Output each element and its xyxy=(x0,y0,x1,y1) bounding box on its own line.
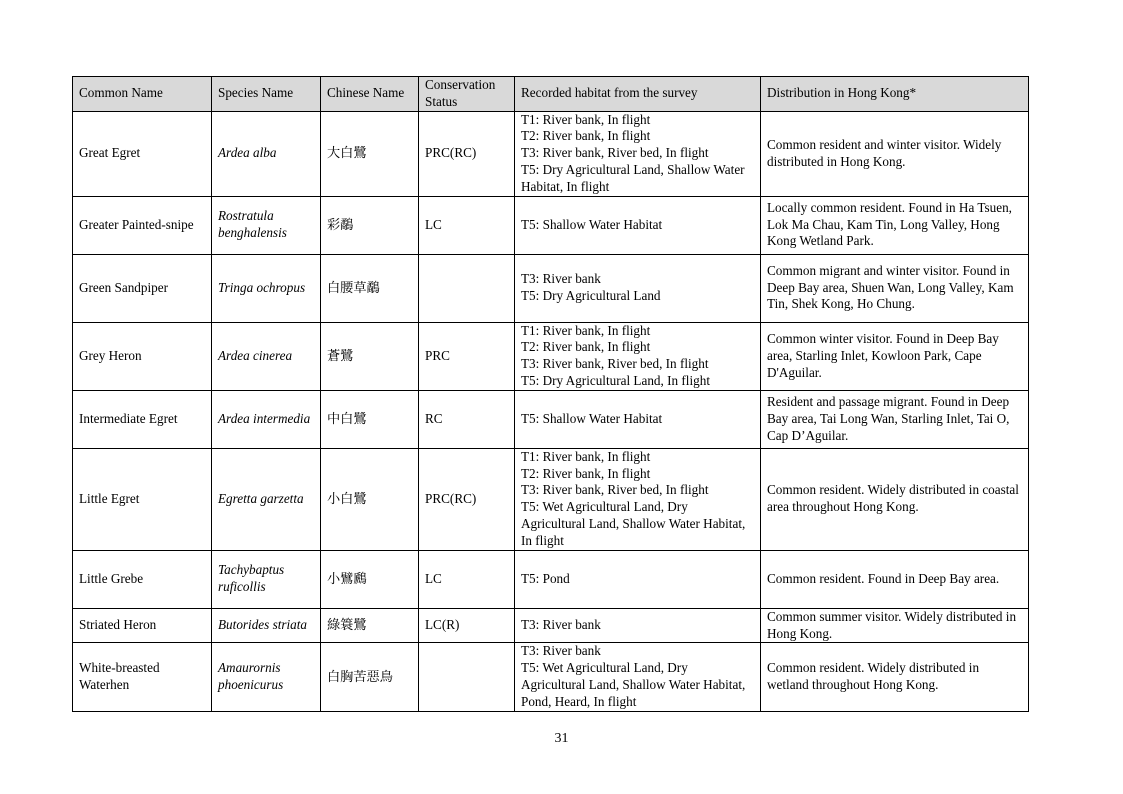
habitat-cell: T1: River bank, In flight T2: River bank, In flight T3: River bank, River bed, In flight T5: Dry Agricultural Land, In flight xyxy=(515,322,761,390)
species-name-cell: Ardea cinerea xyxy=(212,322,321,390)
species-name-cell: Egretta garzetta xyxy=(212,448,321,550)
common-name-cell: Grey Heron xyxy=(73,322,212,390)
conservation-status-cell: LC xyxy=(419,196,515,254)
chinese-name-cell: 蒼鷺 xyxy=(321,322,419,390)
habitat-cell: T1: River bank, In flight T2: River bank, In flight T3: River bank, River bed, In flight T5: Wet Agricultural Land, Dry Agricultural Land, Shallow Water Habitat, In flight xyxy=(515,448,761,550)
species-name-cell: Butorides striata xyxy=(212,608,321,643)
habitat-cell: T5: Pond xyxy=(515,550,761,608)
table-row xyxy=(73,196,1029,254)
habitat-cell: T3: River bank xyxy=(515,608,761,643)
distribution-cell: Common resident. Widely distributed in coastal area throughout Hong Kong. xyxy=(761,448,1029,550)
conservation-status-cell: LC xyxy=(419,550,515,608)
table-row xyxy=(73,322,1029,390)
chinese-name-cell: 大白鷺 xyxy=(321,111,419,196)
conservation-status-cell: RC xyxy=(419,390,515,448)
header-species-name: Species Name xyxy=(212,77,321,112)
species-name-cell: Ardea alba xyxy=(212,111,321,196)
habitat-cell: T5: Shallow Water Habitat xyxy=(515,196,761,254)
header-distribution: Distribution in Hong Kong* xyxy=(761,77,1029,112)
chinese-name-cell: 彩鷸 xyxy=(321,196,419,254)
species-name-cell: Rostratula benghalensis xyxy=(212,196,321,254)
conservation-status-cell: PRC xyxy=(419,322,515,390)
species-table xyxy=(72,76,1029,712)
chinese-name-cell: 白腰草鷸 xyxy=(321,254,419,322)
distribution-cell: Common winter visitor. Found in Deep Bay area, Starling Inlet, Kowloon Park, Cape D'Aguilar. xyxy=(761,322,1029,390)
common-name-cell: White-breasted Waterhen xyxy=(73,643,212,711)
common-name-cell: Greater Painted-snipe xyxy=(73,196,212,254)
species-name-cell: Ardea intermedia xyxy=(212,390,321,448)
table-row xyxy=(73,254,1029,322)
species-name-cell: Amaurornis phoenicurus xyxy=(212,643,321,711)
species-name-cell: Tringa ochropus xyxy=(212,254,321,322)
table-row xyxy=(73,390,1029,448)
distribution-cell: Resident and passage migrant. Found in Deep Bay area, Tai Long Wan, Starling Inlet, Tai O, Cap D’Aguilar. xyxy=(761,390,1029,448)
table-row xyxy=(73,643,1029,711)
conservation-status-cell: LC(R) xyxy=(419,608,515,643)
header-conservation-status: Conservation Status xyxy=(419,77,515,112)
chinese-name-cell: 中白鷺 xyxy=(321,390,419,448)
header-recorded-habitat: Recorded habitat from the survey xyxy=(515,77,761,112)
table-row xyxy=(73,448,1029,550)
common-name-cell: Little Grebe xyxy=(73,550,212,608)
table-row xyxy=(73,111,1029,196)
conservation-status-cell: PRC(RC) xyxy=(419,448,515,550)
conservation-status-cell xyxy=(419,643,515,711)
chinese-name-cell: 小白鷺 xyxy=(321,448,419,550)
header-row xyxy=(73,77,1029,112)
distribution-cell: Common migrant and winter visitor. Found in Deep Bay area, Shuen Wan, Long Valley, Kam Tin, Shek Kong, Ho Chung. xyxy=(761,254,1029,322)
habitat-cell: T5: Shallow Water Habitat xyxy=(515,390,761,448)
chinese-name-cell: 綠簑鷺 xyxy=(321,608,419,643)
common-name-cell: Intermediate Egret xyxy=(73,390,212,448)
habitat-cell: T1: River bank, In flight T2: River bank, In flight T3: River bank, River bed, In flight T5: Dry Agricultural Land, Shallow Water Habitat, In flight xyxy=(515,111,761,196)
distribution-cell: Common resident. Found in Deep Bay area. xyxy=(761,550,1029,608)
habitat-cell: T3: River bank T5: Wet Agricultural Land, Dry Agricultural Land, Shallow Water Habitat, Pond, Heard, In flight xyxy=(515,643,761,711)
habitat-cell: T3: River bank T5: Dry Agricultural Land xyxy=(515,254,761,322)
header-common-name: Common Name xyxy=(73,77,212,112)
page-number: 31 xyxy=(554,731,569,746)
header-chinese-name: Chinese Name xyxy=(321,77,419,112)
conservation-status-cell: PRC(RC) xyxy=(419,111,515,196)
common-name-cell: Little Egret xyxy=(73,448,212,550)
table-row xyxy=(73,608,1029,643)
distribution-cell: Common summer visitor. Widely distributed in Hong Kong. xyxy=(761,608,1029,643)
common-name-cell: Striated Heron xyxy=(73,608,212,643)
distribution-cell: Common resident. Widely distributed in wetland throughout Hong Kong. xyxy=(761,643,1029,711)
conservation-status-cell xyxy=(419,254,515,322)
common-name-cell: Green Sandpiper xyxy=(73,254,212,322)
common-name-cell: Great Egret xyxy=(73,111,212,196)
distribution-cell: Common resident and winter visitor. Widely distributed in Hong Kong. xyxy=(761,111,1029,196)
species-name-cell: Tachybaptus ruficollis xyxy=(212,550,321,608)
chinese-name-cell: 白胸苦惡鳥 xyxy=(321,643,419,711)
table-row xyxy=(73,550,1029,608)
distribution-cell: Locally common resident. Found in Ha Tsuen, Lok Ma Chau, Kam Tin, Long Valley, Hong Kong Wetland Park. xyxy=(761,196,1029,254)
chinese-name-cell: 小鷿鷉 xyxy=(321,550,419,608)
